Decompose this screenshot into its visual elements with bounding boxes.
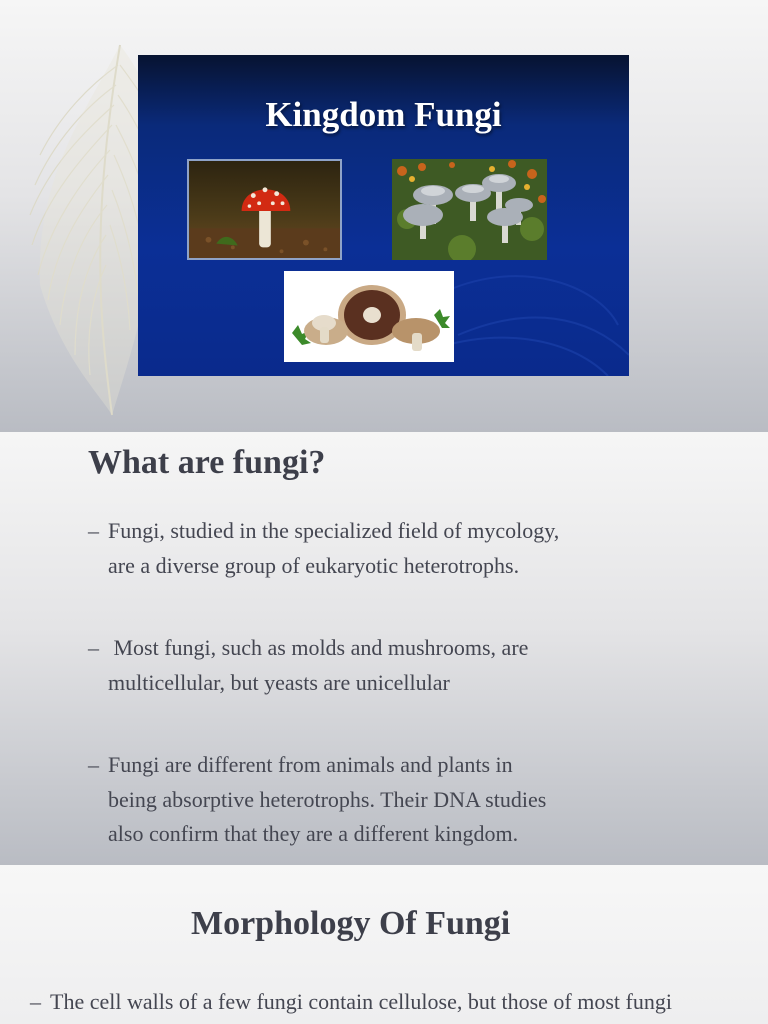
bullet-item [88, 631, 688, 700]
slide-heading: What are fungi? [88, 444, 326, 481]
bullet-text: The cell walls of a few fungi contain cellulose, but those of most fungi [50, 989, 672, 1014]
bullet-list [88, 514, 688, 852]
bullet-line: being absorptive heterotrophs. Their DNA studies [108, 786, 547, 812]
slide-3 [0, 865, 768, 1024]
bullet-dash: – [88, 752, 99, 777]
red-amanita-photo [187, 159, 342, 260]
bullet-item [30, 987, 672, 1017]
slide-1 [0, 0, 768, 432]
bullet-line: Fungi are different from animals and plants in [108, 752, 513, 777]
slide-heading: Morphology Of Fungi [191, 905, 511, 942]
bullet-line: also confirm that they are a different kingdom. [108, 821, 519, 846]
bullet-dash: – [88, 635, 99, 660]
bullet-item [88, 748, 688, 852]
bullet-dash: – [88, 518, 99, 543]
slide-2 [0, 432, 768, 865]
portobello-photo [284, 271, 454, 362]
inner-slide-title: Kingdom Fungi [265, 95, 502, 134]
bullet-line: multicellular, but yeasts are unicellular [108, 669, 450, 695]
bullet-line: are a diverse group of eukaryotic heterotrophs. [108, 552, 520, 578]
bullet-line: Fungi, studied in the specialized field of mycology, [108, 518, 560, 543]
bullet-item [88, 514, 688, 583]
bullet-line: Most fungi, such as molds and mushrooms, are [108, 635, 529, 660]
bullet-dash: – [30, 989, 41, 1014]
kingdom-fungi-slide-image [138, 55, 629, 376]
gray-mushrooms-photo [392, 159, 547, 260]
